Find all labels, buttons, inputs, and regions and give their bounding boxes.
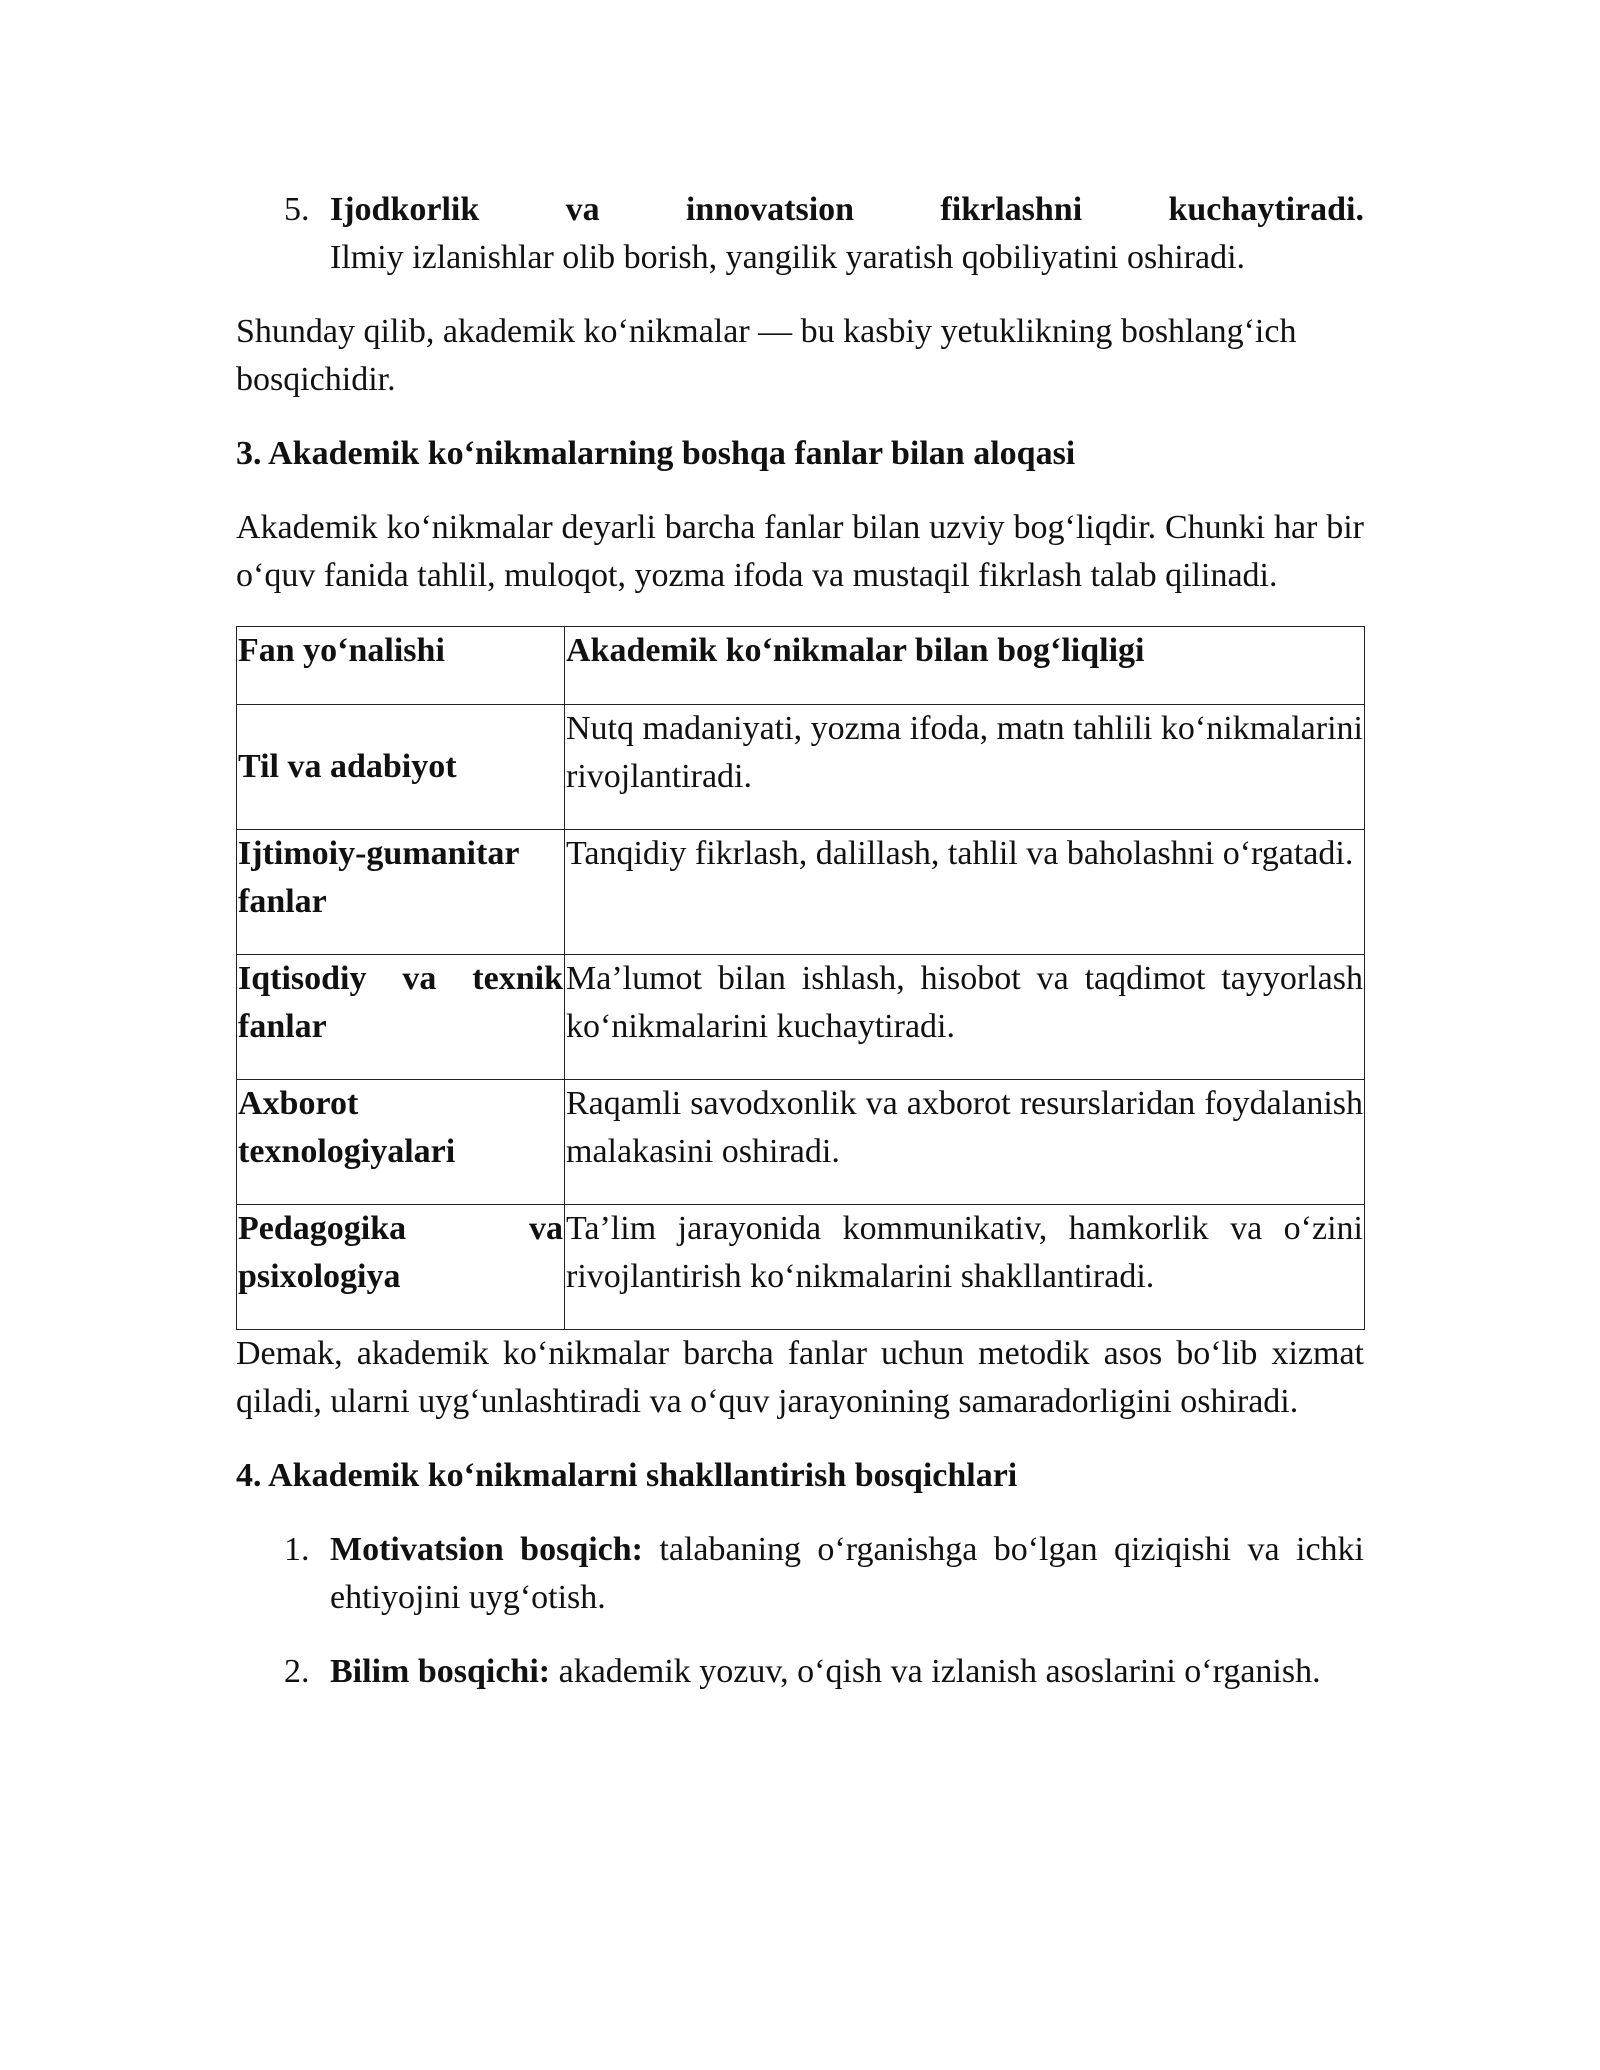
list-number: 1. — [284, 1531, 310, 1568]
table-cell-subject: Ijtimoiy-gumanitar fanlar — [237, 830, 565, 955]
list-item-2 — [236, 1648, 1364, 1696]
paragraph-summary: Shunday qilib, akademik ko‘nikmalar — bu kasbiy yetuklikning boshlang‘ich bosqichidir. — [236, 313, 1297, 398]
section-heading-3: 3. Akademik ko‘nikmalarning boshqa fanlar bilan aloqasi — [236, 435, 1076, 472]
table-cell-description: Tanqidiy fikrlash, dalillash, tahlil va baholashni o‘rgatadi. — [565, 830, 1365, 955]
table-row — [237, 1080, 1365, 1205]
list-item-title: Bilim bosqichi: — [330, 1653, 551, 1690]
table-cell-description: Ma’lumot bilan ishlash, hisobot va taqdimot tayyorlash ko‘nikmalarini kuchaytiradi. — [565, 955, 1365, 1080]
list-item-5 — [236, 186, 1364, 282]
paragraph-conclusion: Demak, akademik ko‘nikmalar barcha fanlar uchun metodik asos bo‘lib xizmat qiladi, ularni uyg‘unlashtiradi va o‘quv jarayonining samaradorligini oshiradi. — [236, 1335, 1364, 1420]
list-item-title: Ijodkorlik va innovatsion fikrlashni kuchaytiradi. — [330, 191, 1364, 228]
table-cell-description: Nutq madaniyati, yozma ifoda, matn tahlili ko‘nikmalarini rivojlantiradi. — [565, 705, 1365, 830]
table-cell-description: Ta’lim jarayonida kommunikativ, hamkorlik va o‘zini rivojlantirish ko‘nikmalarini shakllantiradi. — [565, 1205, 1365, 1330]
document-page — [236, 186, 1364, 1696]
list-number: 5. — [284, 191, 310, 228]
table-cell-subject: Axborot texnologiyalari — [237, 1080, 565, 1205]
table-row — [237, 830, 1365, 955]
table-cell-subject: Til va adabiyot — [237, 705, 565, 830]
table-header-cell: Akademik ko‘nikmalar bilan bog‘liqligi — [565, 627, 1365, 705]
list-item-title: Motivatsion bosqich: — [330, 1531, 643, 1568]
table-header-cell: Fan yo‘nalishi — [237, 627, 565, 705]
table-cell-subject: Pedagogika va psixologiya — [237, 1205, 565, 1330]
list-item-text: talabaning o‘rganishga bo‘lgan qiziqishi va ichki ehtiyojini uyg‘otish. — [330, 1531, 1364, 1616]
list-item-text: akademik yozuv, o‘qish va izlanish asoslarini o‘rganish. — [550, 1653, 1321, 1690]
section-heading-4: 4. Akademik ko‘nikmalarni shakllantirish bosqichlari — [236, 1457, 1018, 1494]
table-cell-description: Raqamli savodxonlik va axborot resurslaridan foydalanish malakasini oshiradi. — [565, 1080, 1365, 1205]
table-header-row — [237, 627, 1365, 705]
table-row — [237, 705, 1365, 830]
paragraph-intro: Akademik ko‘nikmalar deyarli barcha fanlar bilan uzviy bog‘liqdir. Chunki har bir o‘quv fanida tahlil, muloqot, yozma ifoda va mustaqil fikrlash talab qilinadi. — [236, 509, 1364, 594]
table-row — [237, 1205, 1365, 1330]
table-row — [237, 955, 1365, 1080]
list-number: 2. — [284, 1653, 310, 1690]
list-item-text: Ilmiy izlanishlar olib borish, yangilik yaratish qobiliyatini oshiradi. — [330, 239, 1246, 276]
relations-table — [236, 626, 1365, 1330]
table-cell-subject: Iqtisodiy va texnik fanlar — [237, 955, 565, 1080]
list-item-1 — [236, 1526, 1364, 1622]
